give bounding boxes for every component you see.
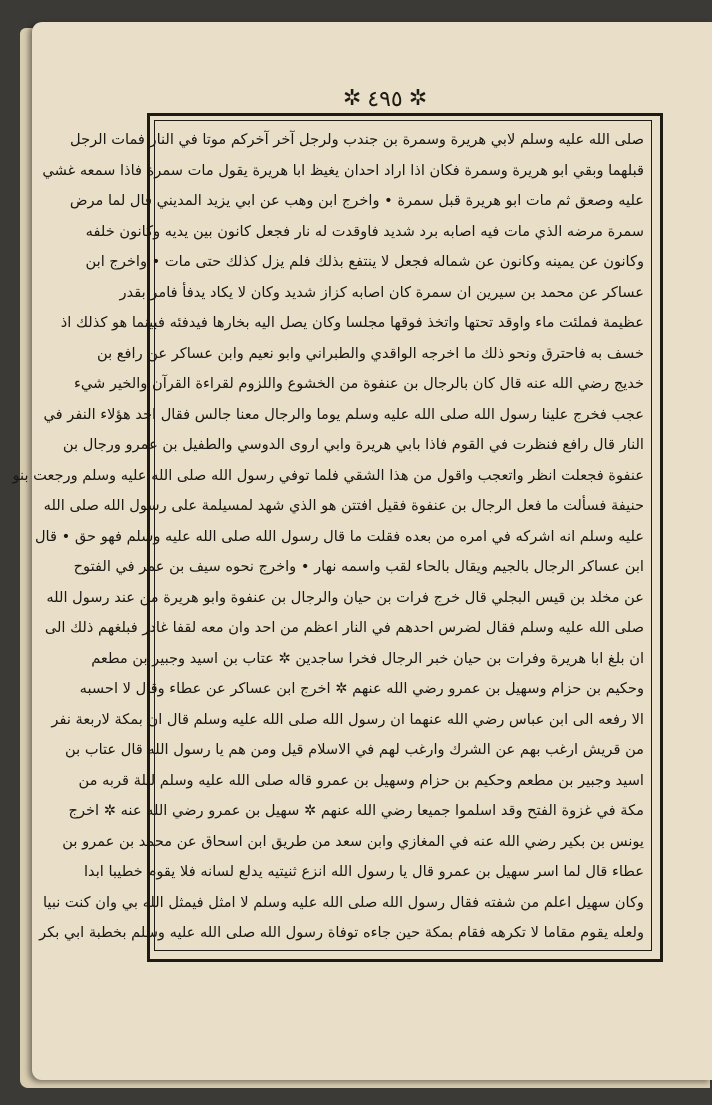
text-line: الا رفعه الى ابن عباس رضي الله عنهما ان رسول الله صلى الله عليه وسلم قال ان بمكة لاربعة نفر xyxy=(51,710,644,728)
text-line: مكة في غزوة الفتح وقد اسلموا جميعا رضي الله عنهم ✲ سهيل بن عمرو رضي الله عنه ✲ اخرج xyxy=(68,802,644,819)
page-number-header xyxy=(330,82,440,116)
text-line: وكانون عن يمينه وكانون عن شماله فجعل لا ينتفع بذلك فلم يزل كذلك حتى مات • واخرج ابن xyxy=(85,253,644,270)
text-line: يونس بن بكير رضي الله عنه في المغازي وابن سعد من طريق ابن اسحاق عن محمد بن عمرو بن xyxy=(62,832,644,850)
text-line: عظيمة فملئت ماء واوقد تحتها واتخذ فوقها مجلسا وكان يصل اليه بخارها فيدفئه فبينما هو كذلك اذ xyxy=(60,314,644,331)
text-line: ابن عساكر الرجال بالجيم ويقال بالحاء لقب واسمه نهار • واخرج نحوه سيف بن عمر في الفتوح xyxy=(73,558,644,575)
text-line: ان بلغ ابا هريرة وفرات بن حيان خبر الرجال فخرا ساجدين ✲ عتاب بن اسيد وجبير بن مطعم xyxy=(91,649,644,667)
page-number: ٤٩٥ xyxy=(367,86,403,112)
text-line: عليه وصعق ثم مات ابو هريرة قبل سمرة • واخرج ابن وهب عن ابي يزيد المديني قال لما مرض xyxy=(69,192,644,209)
text-line: النار قال رافع فنظرت في القوم فاذا بابي هريرة وابي اروى الدوسي والطفيل بن عمرو ورجال بن xyxy=(62,436,644,453)
text-line: عنفوة فجعلت انظر واتعجب واقول من هذا الشقي فلما توفي رسول الله صلى الله عليه وسلم ورجعت بنو xyxy=(12,466,644,484)
text-line: ولعله يقوم مقاما لا تكرهه فقام بمكة حين جاءه توفاة رسول الله صلى الله عليه وسلم بخطبة ابي بكر xyxy=(39,924,644,941)
text-line: عساكر عن محمد بن سيرين ان سمرة كان اصابه كزاز شديد وكان لا يكاد يدفأ فامر بقدر xyxy=(119,283,644,301)
star-ornament-icon: ✲ xyxy=(408,86,428,111)
text-line: صلى الله عليه وسلم فقال لضرس احدهم في النار اعظم من احد وان معه لقفا غادر فبلغهم ذلك الى xyxy=(44,619,644,636)
text-line: خسف به فاحترق ونحو ذلك ما اخرجه الواقدي والطبراني وابو نعيم وابن عساكر عن رافع بن xyxy=(96,344,644,362)
text-line: عجب فخرج علينا رسول الله صلى الله عليه وسلم يوما والرجال معنا جالس فقال احد هؤلاء النفر في xyxy=(43,405,644,423)
text-line: عن مخلد بن قيس البجلي قال خرج فرات بن حيان والرجال بن عنفوة وابو هريرة من عند رسول الله xyxy=(46,588,644,606)
text-line: من قريش ارغب بهم عن الشرك وارغب لهم في الاسلام قيل ومن هم يا رسول الله قال عتاب بن xyxy=(65,741,644,758)
text-line: حنيفة فسألت ما فعل الرجال بن عنفوة فقيل افتتن هو الذي شهد لمسيلمة على رسول الله صلى الله xyxy=(43,497,644,514)
text-line: سمرة مرضه الذي مات فيه اصابه برد شديد فاوقدت له نار فجعل كانون بين يديه وكانون خلفه xyxy=(85,222,644,240)
text-line: صلى الله عليه وسلم لابي هريرة وسمرة بن جندب ولرجل آخر آخركم موتا في النار فمات الرجل xyxy=(70,131,644,148)
text-line: عطاء قال لما اسر سهيل بن عمرو قال يا رسول الله انزع ثنيتيه يدلع لسانه فلا يقوم خطيبا ابدا xyxy=(83,863,644,880)
text-line: عليه وسلم انه اشركه في امره من بعده فقلت ما قال رسول الله صلى الله عليه وسلم فهو حق • قال xyxy=(34,527,644,545)
text-line: وحكيم بن حزام وسهيل بن عمرو رضي الله عنهم ✲ اخرج ابن عساكر عن عطاء وقال لا احسبه xyxy=(79,680,644,697)
arabic-text-block xyxy=(12,126,644,946)
text-line: قبلهما وبقي ابو هريرة وسمرة فكان اذا اراد احدان يغيظ ابا هريرة يقول مات سمرة فاذا سمعه غشي xyxy=(42,161,644,179)
text-line: اسيد وجبير بن مطعم وحكيم بن حزام وسهيل بن عمرو قاله صلى الله عليه وسلم ليلة قربه من xyxy=(78,771,644,789)
star-ornament-icon: ✲ xyxy=(342,86,362,111)
text-line: خديج رضي الله عنه قال كان بالرجال بن عنفوة من الخشوع واللزوم لقراءة القرآن والخير شيء xyxy=(74,375,644,392)
text-line: وكان سهيل اعلم من شفته فقال رسول الله صلى الله عليه وسلم لا امثل فيمثل الله بي وان كنت نبيا xyxy=(42,893,644,911)
